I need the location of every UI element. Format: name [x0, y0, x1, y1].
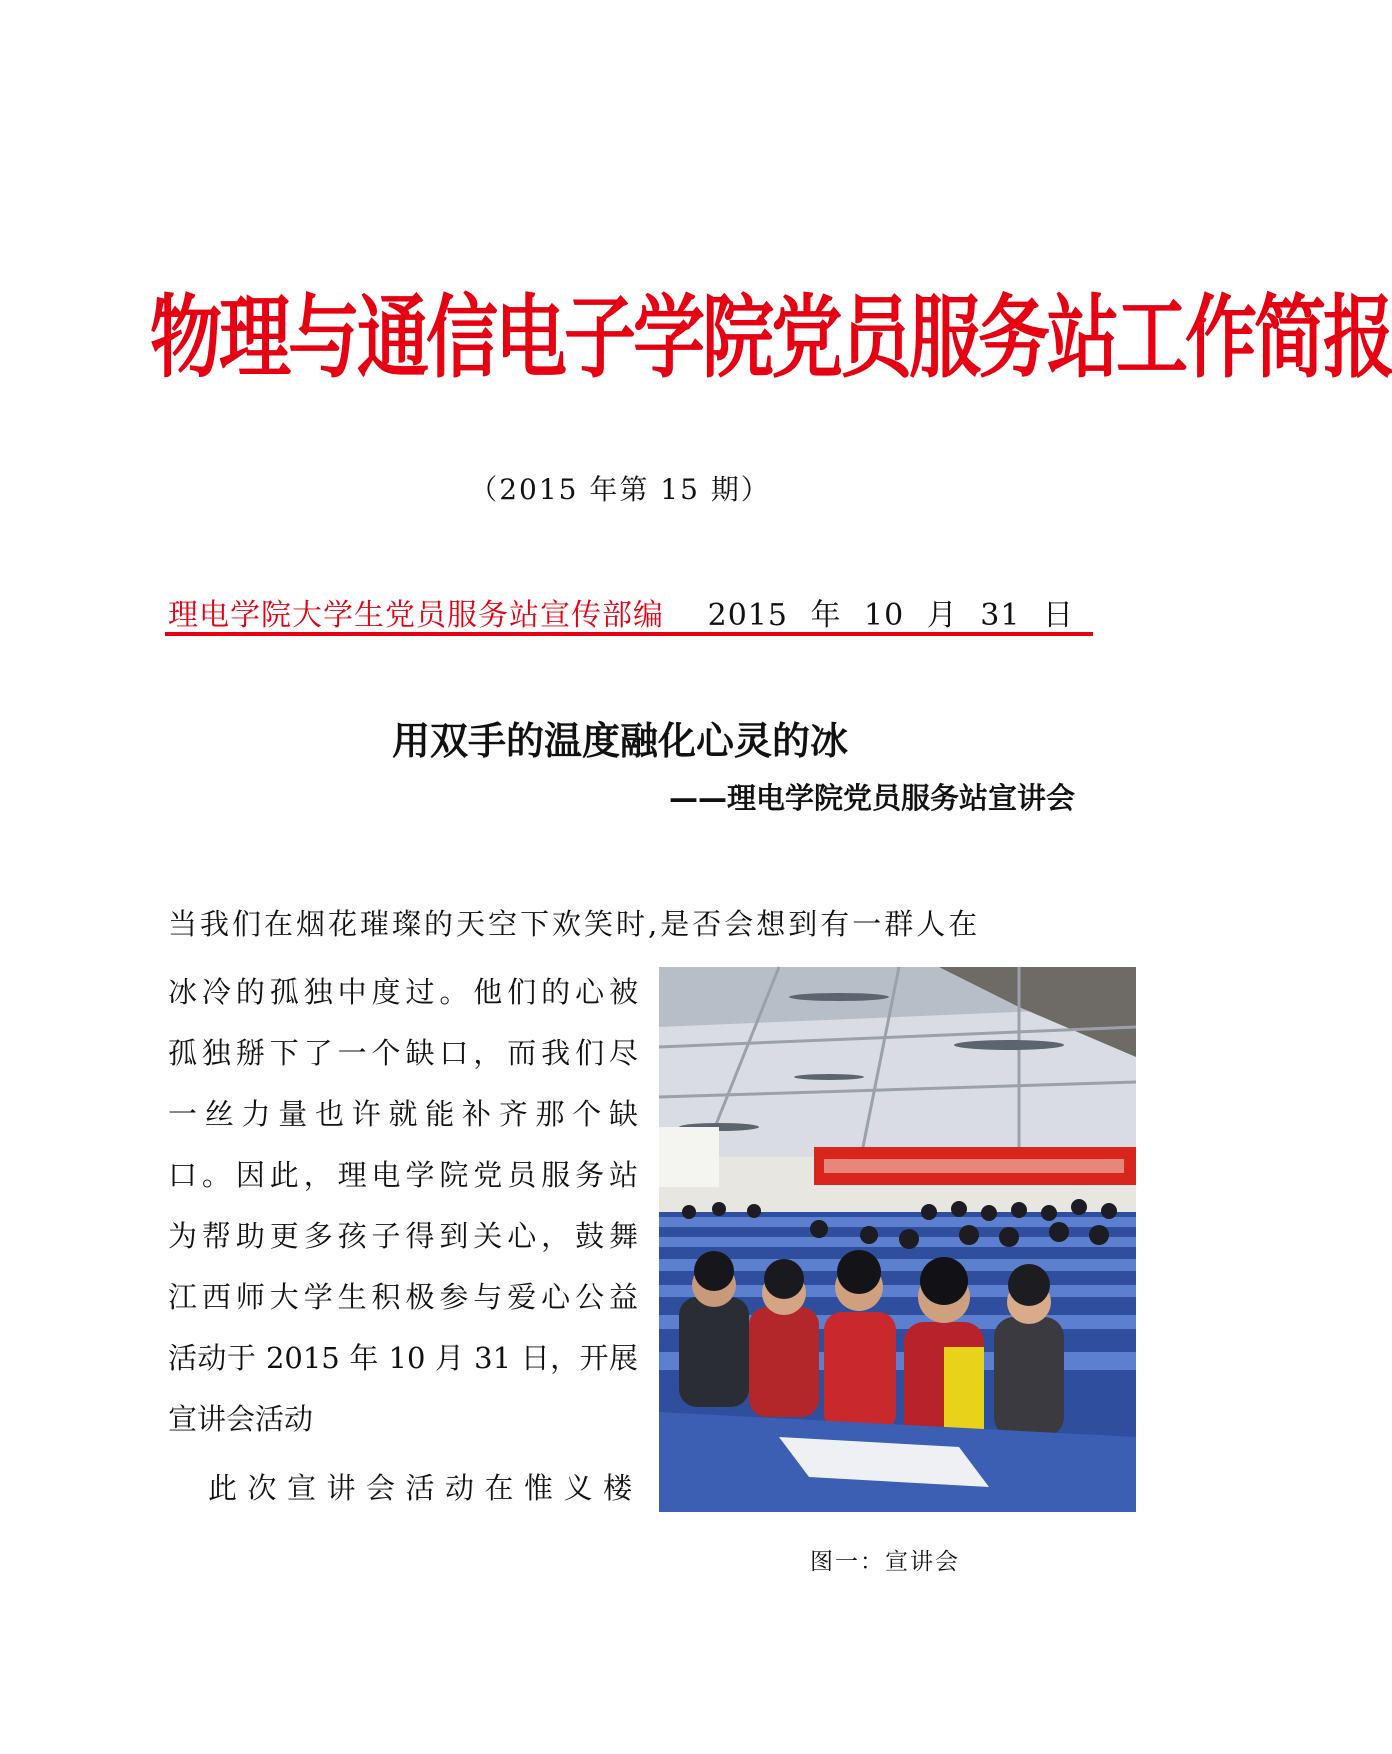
wrapped-paragraph [168, 962, 638, 1450]
paragraph-line: 孤独掰下了一个缺口，而我们尽 [168, 1036, 638, 1070]
paragraph-line: 江西师大学生积极参与爱心公益 [168, 1280, 638, 1314]
article-subtitle: ——理电学院党员服务站宣讲会 [668, 781, 1075, 815]
red-divider [165, 632, 1093, 636]
paragraph-line: 冰冷的孤独中度过。他们的心被 [168, 975, 638, 1009]
publish-date: 2015 年 10 月 31 日 [707, 598, 1074, 633]
paragraph-first-line: 当我们在烟花璀璨的天空下欢笑时,是否会想到有一群人在 [168, 907, 981, 941]
editor-department: 理电学院大学生党员服务站宣传部编 [168, 598, 664, 633]
paragraph-line: 活动于 2015 年 10 月 31 日，开展 [168, 1341, 638, 1375]
paragraph-two-first-line: 此次宣讲会活动在惟义楼 [208, 1471, 638, 1505]
article-title: 用双手的温度融化心灵的冰 [391, 719, 848, 763]
editor-line [168, 590, 1088, 632]
paragraph-line: 宣讲会活动 [168, 1402, 314, 1436]
paragraph-line: 一丝力量也许就能补齐那个缺 [168, 1097, 638, 1131]
issue-number: （2015 年第 15 期） [469, 473, 771, 506]
newsletter-masthead: 物理与通信电子学院党员服务站工作简报 [150, 284, 1392, 390]
lecture-hall-photo [659, 967, 1136, 1512]
paragraph-line: 口。因此，理电学院党员服务站 [168, 1158, 638, 1192]
photo-caption: 图一：宣讲会 [810, 1549, 960, 1575]
paragraph-line: 为帮助更多孩子得到关心，鼓舞 [168, 1219, 638, 1253]
